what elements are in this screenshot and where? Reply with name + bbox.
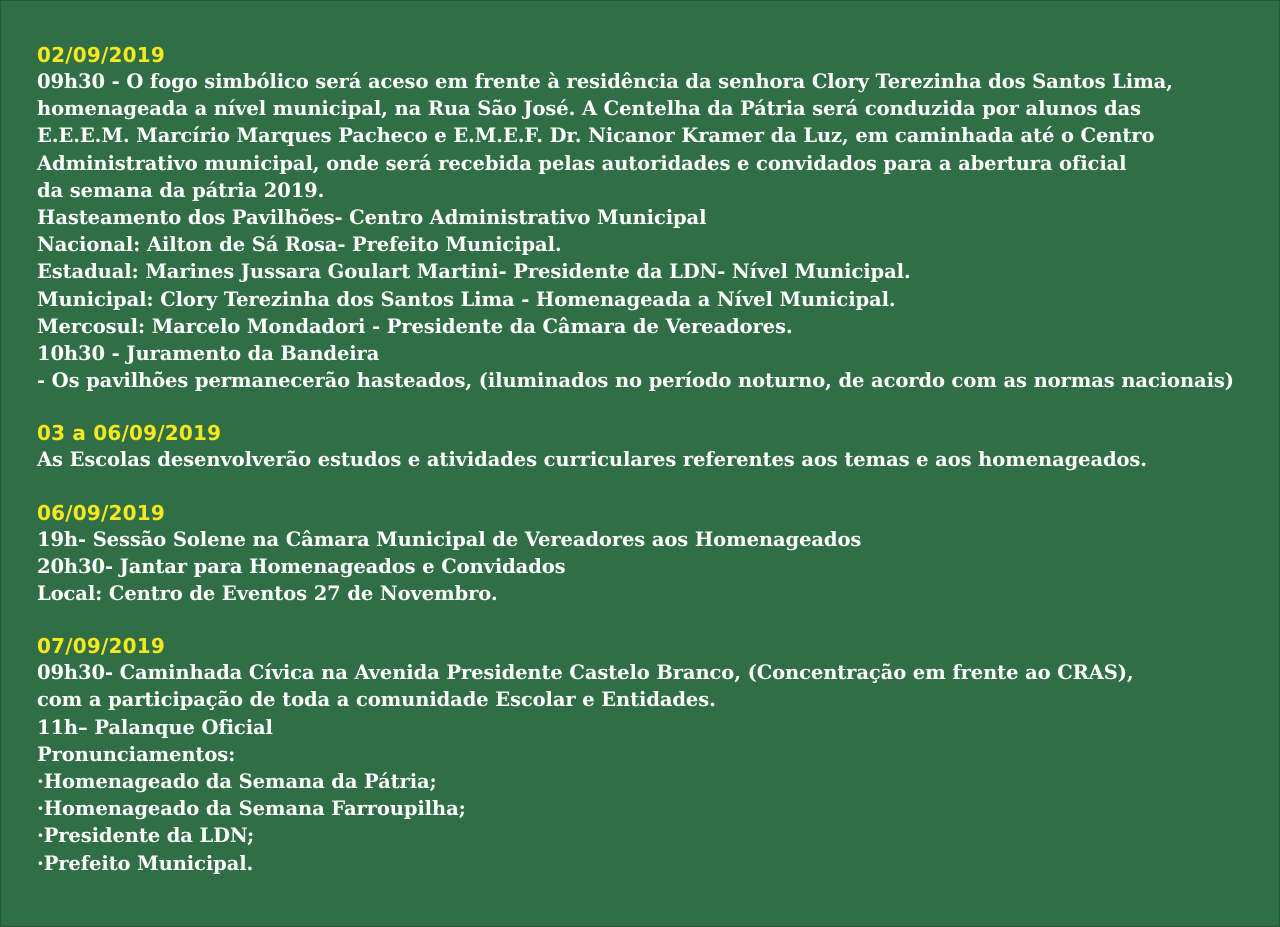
schedule-section-3 <box>37 500 1267 608</box>
schedule-line: E.E.E.M. Marcírio Marques Pacheco e E.M.E.F. Dr. Nicanor Kramer da Luz, em caminhada até o Centro <box>37 124 1155 148</box>
schedule-line: da semana da pátria 2019. <box>37 178 325 202</box>
section-date: 06/09/2019 <box>37 500 165 525</box>
schedule-line: 10h30 - Juramento da Bandeira <box>37 342 380 366</box>
schedule-line: Estadual: Marines Jussara Goulart Martini- Presidente da LDN- Nível Municipal. <box>37 260 911 284</box>
schedule-line: 20h30- Jantar para Homenageados e Convidados <box>37 554 566 578</box>
section-date: 02/09/2019 <box>37 43 165 67</box>
schedule-line: Municipal: Clory Terezinha dos Santos Lima - Homenageada a Nível Municipal. <box>37 287 896 311</box>
schedule-content <box>37 42 1267 903</box>
schedule-line: 09h30 - O fogo simbólico será aceso em frente à residência da senhora Clory Terezinha dos Santos Lima, <box>37 70 1173 93</box>
schedule-line: ·Homenageado da Semana da Pátria; <box>37 770 437 794</box>
schedule-line: 19h- Sessão Solene na Câmara Municipal de Vereadores aos Homenageados <box>37 527 862 551</box>
schedule-line: 11h– Palanque Oficial <box>37 715 273 739</box>
schedule-line: ·Presidente da LDN; <box>37 824 255 848</box>
schedule-line: Local: Centro de Eventos 27 de Novembro. <box>37 582 498 606</box>
section-date: 03 a 06/09/2019 <box>37 421 222 446</box>
schedule-section-4 <box>37 633 1267 877</box>
schedule-line: ·Prefeito Municipal. <box>37 851 254 875</box>
schedule-line: As Escolas desenvolverão estudos e atividades curriculares referentes aos temas e aos homenageados. <box>37 448 1147 472</box>
schedule-line: ·Homenageado da Semana Farroupilha; <box>37 797 466 821</box>
schedule-section-1 <box>37 42 1267 394</box>
schedule-line: Mercosul: Marcelo Mondadori - Presidente da Câmara de Vereadores. <box>37 314 793 338</box>
schedule-line: Nacional: Ailton de Sá Rosa- Prefeito Municipal. <box>37 233 562 257</box>
schedule-line: 09h30- Caminhada Cívica na Avenida Presidente Castelo Branco, (Concentração em frente ao CRAS), <box>37 661 1134 685</box>
schedule-line: Pronunciamentos: <box>37 742 236 766</box>
schedule-line: Administrativo municipal, onde será recebida pelas autoridades e convidados para a abertura oficial <box>37 151 1127 175</box>
schedule-section-2 <box>37 420 1267 473</box>
schedule-line: homenageada a nível municipal, na Rua São José. A Centelha da Pátria será conduzida por alunos das <box>37 97 1141 121</box>
schedule-line: - Os pavilhões permanecerão hasteados, (iluminados no período noturno, de acordo com as normas nacionais) <box>37 369 1234 393</box>
section-date: 07/09/2019 <box>37 634 165 659</box>
schedule-line: com a participação de toda a comunidade Escolar e Entidades. <box>37 688 716 712</box>
schedule-line: Hasteamento dos Pavilhões- Centro Administrativo Municipal <box>37 206 707 230</box>
